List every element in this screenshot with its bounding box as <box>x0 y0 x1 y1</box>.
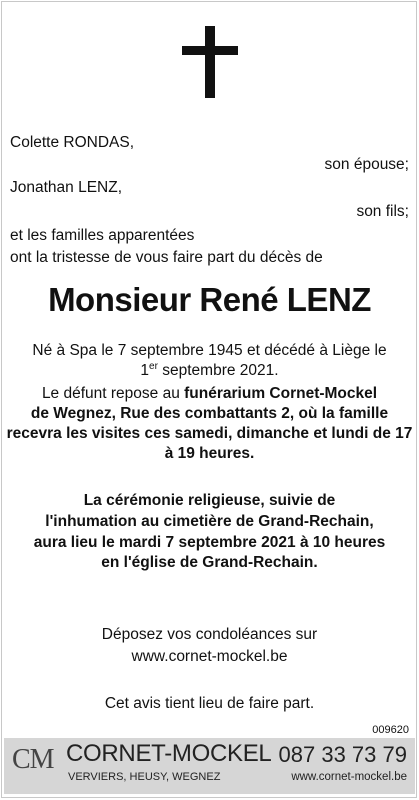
cornet-mockel-logo: CM <box>12 744 54 775</box>
birth-death-line: Né à Spa le 7 septembre 1945 et décédé à Liège le <box>32 342 387 359</box>
death-day: 1 <box>140 362 150 379</box>
death-day-suffix: er <box>149 360 158 372</box>
visitation-intro: Le défunt repose au <box>41 385 185 402</box>
spouse-role: son épouse; <box>324 156 409 173</box>
death-date-line <box>0 361 419 381</box>
ceremony-line-4: en l'église de Grand-Rechain. <box>101 554 318 571</box>
visitation-line-4: à 19 heures. <box>164 445 255 462</box>
visitation-line-1 <box>0 384 419 404</box>
relatives-line: et les familles apparentées <box>10 227 195 244</box>
visitation-line-2: de Wegnez, Rue des combattants 2, où la famille <box>30 405 389 422</box>
condolences-line: Déposez vos condoléances sur <box>101 626 318 643</box>
ceremony-line-1: La cérémonie religieuse, suivie de <box>83 492 336 509</box>
closing-line: Cet avis tient lieu de faire part. <box>104 695 315 712</box>
ceremony-line-3: aura lieu le mardi 7 septembre 2021 à 10 heures <box>33 534 386 551</box>
condolences-website-link[interactable]: www.cornet-mockel.be <box>131 648 288 665</box>
cross-icon <box>182 26 238 98</box>
brand-name: CORNET-MOCKEL <box>66 740 272 767</box>
brand-locations: VERVIERS, HEUSY, WEGNEZ <box>68 771 221 783</box>
reference-number: 009620 <box>372 724 409 736</box>
visitation-line-3: recevra les visites ces samedi, dimanche et lundi de 17 <box>6 425 413 442</box>
funeral-home-banner <box>4 738 415 794</box>
spouse-name: Colette RONDAS, <box>10 134 135 151</box>
deceased-name: Monsieur René LENZ <box>48 281 371 318</box>
son-role: son fils; <box>356 203 409 220</box>
announcement-line: ont la tristesse de vous faire part du décès de <box>10 249 323 266</box>
funerarium-name: funérarium Cornet-Mockel <box>184 385 378 402</box>
son-name: Jonathan LENZ, <box>10 179 123 196</box>
phone-number: 087 33 73 79 <box>278 742 407 767</box>
footer-website-link[interactable]: www.cornet-mockel.be <box>291 771 407 783</box>
ceremony-line-2: l'inhumation au cimetière de Grand-Rechain, <box>45 513 374 530</box>
death-date-rest: septembre 2021. <box>157 362 279 379</box>
